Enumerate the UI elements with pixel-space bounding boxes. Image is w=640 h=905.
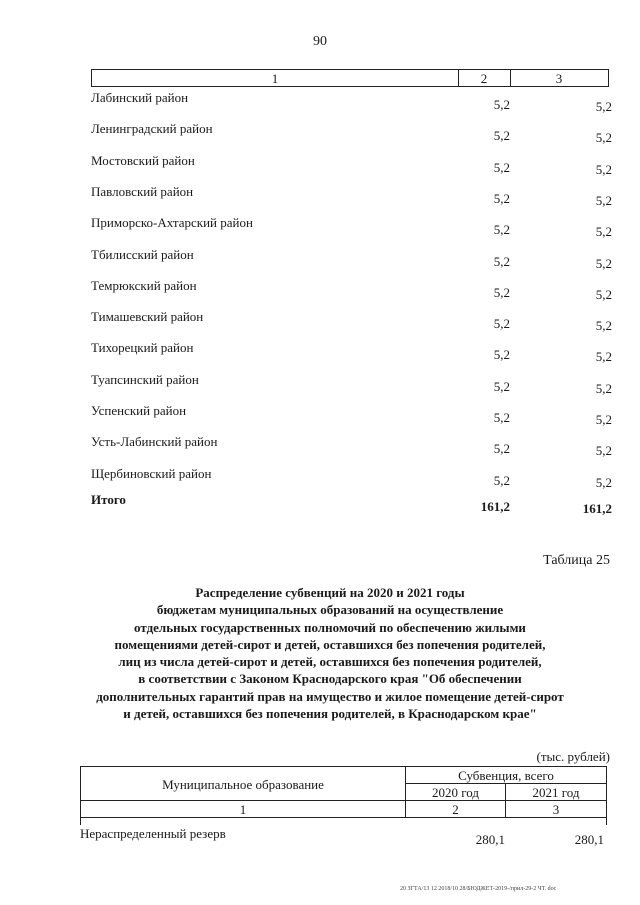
row-value-2020: 5,2 <box>493 284 510 300</box>
row-value-2021: 5,2 <box>595 474 612 490</box>
row-value-2021: 5,2 <box>595 412 612 427</box>
row-value-2020: 5,2 <box>493 316 510 332</box>
table1-header-col1: 1 <box>92 70 459 86</box>
row-name: Туапсинский район <box>91 371 199 387</box>
row-value-2021: 5,2 <box>595 224 612 240</box>
row-name: Приморско-Ахтарский район <box>91 215 253 231</box>
title-line: бюджетам муниципальных образований на осуществление <box>156 602 504 618</box>
table2-num-3: 3 <box>506 801 606 818</box>
table-number: Таблица 25 <box>543 553 610 568</box>
row-value-2020: 5,2 <box>493 128 510 144</box>
table-row <box>0 434 640 459</box>
row-name: Тимашевский район <box>91 309 204 325</box>
row-value-2020: 5,2 <box>493 190 510 206</box>
table-row <box>0 183 640 208</box>
table-row <box>0 465 640 490</box>
row-value-2020: 5,2 <box>493 97 510 112</box>
units-label: (тыс. рублей) <box>536 749 610 764</box>
row-value-2020: 5,2 <box>493 441 510 457</box>
table-row <box>0 152 640 177</box>
table-row <box>0 371 640 396</box>
row-value-2021: 5,2 <box>595 99 612 114</box>
row-value-2021: 5,2 <box>595 443 612 459</box>
table2-row-2021: 280,1 <box>574 832 604 847</box>
row-value-2021: 5,2 <box>595 349 612 365</box>
total-row <box>0 491 640 516</box>
table1-header-col3: 3 <box>555 71 563 86</box>
row-value-2021: 5,2 <box>595 380 612 396</box>
title-line: помещениями детей-сирот и детей, оставшихся без попечения родителей, <box>114 636 546 652</box>
table-title <box>60 584 600 722</box>
table2-col-2020: 2020 год <box>406 784 506 801</box>
total-label: Итого <box>91 491 126 507</box>
row-name: Щербиновский район <box>91 465 212 481</box>
table2-col-subvention: Субвенция, всего <box>406 767 606 784</box>
title-line: в соответствии с Законом Краснодарского края "Об обеспечении <box>138 671 522 687</box>
row-name: Ленинградский район <box>91 121 213 137</box>
table2-row-name: Нераспределенный резерв <box>80 826 226 841</box>
row-value-2020: 5,2 <box>493 410 510 425</box>
row-value-2021: 5,2 <box>595 286 612 302</box>
row-name: Тихорецкий район <box>91 340 194 356</box>
title-line: отдельных государственных полномочий по обеспечению жилыми <box>134 619 526 635</box>
row-name: Успенский район <box>91 403 187 418</box>
table2-row-2020: 280,1 <box>475 832 505 847</box>
row-value-2021: 5,2 <box>595 161 612 177</box>
table-row <box>0 90 640 114</box>
table2-col-2021: 2021 год <box>506 784 606 801</box>
table-row <box>0 403 640 427</box>
row-name: Темрюкский район <box>91 277 197 293</box>
table-row <box>0 121 640 146</box>
footer-path: 20 ЗГТА/13 12 2018/10 28/БЮДЖЕТ-2019-/прил-29-2 ЧТ. doc <box>400 886 557 892</box>
row-name: Тбилисский район <box>91 246 194 262</box>
row-value-2020: 5,2 <box>493 347 510 363</box>
title-line: лиц из числа детей-сирот и детей, оставшихся без попечения родителей, <box>118 654 542 670</box>
row-value-2020: 5,2 <box>493 472 510 488</box>
title-line: и детей, оставшихся без попечения родителей, в Краснодарском крае" <box>123 706 537 722</box>
row-name: Усть-Лабинский район <box>91 434 218 450</box>
row-value-2021: 5,2 <box>595 130 612 146</box>
title-line: дополнительных гарантий прав на имущество и жилое помещение детей-сирот <box>96 688 564 704</box>
row-name: Павловский район <box>91 183 194 199</box>
table2-num-1: 1 <box>81 801 406 818</box>
table2-num-2: 2 <box>406 801 506 818</box>
row-value-2021: 5,2 <box>595 318 612 334</box>
row-value-2020: 5,2 <box>493 159 510 175</box>
table1-header-col2: 2 <box>458 70 511 86</box>
page-number: 90 <box>313 34 327 49</box>
total-value-2020: 161,2 <box>480 498 510 514</box>
table2-col-municipality: Муниципальное образование <box>81 767 406 801</box>
row-name: Лабинский район <box>91 90 189 105</box>
title-line: Распределение субвенций на 2020 и 2021 годы <box>195 585 465 600</box>
table-row <box>0 309 640 334</box>
row-value-2021: 5,2 <box>595 255 612 271</box>
row-value-2021: 5,2 <box>595 192 612 208</box>
row-name: Мостовский район <box>91 152 195 168</box>
table2-header <box>80 766 607 825</box>
table-row <box>0 215 640 240</box>
row-value-2020: 5,2 <box>493 253 510 269</box>
table-row <box>0 246 640 271</box>
table-row <box>0 277 640 302</box>
table-row <box>0 340 640 365</box>
row-value-2020: 5,2 <box>493 378 510 394</box>
row-value-2020: 5,2 <box>493 222 510 238</box>
total-value-2021: 161,2 <box>582 500 612 516</box>
table1-header <box>91 69 609 87</box>
